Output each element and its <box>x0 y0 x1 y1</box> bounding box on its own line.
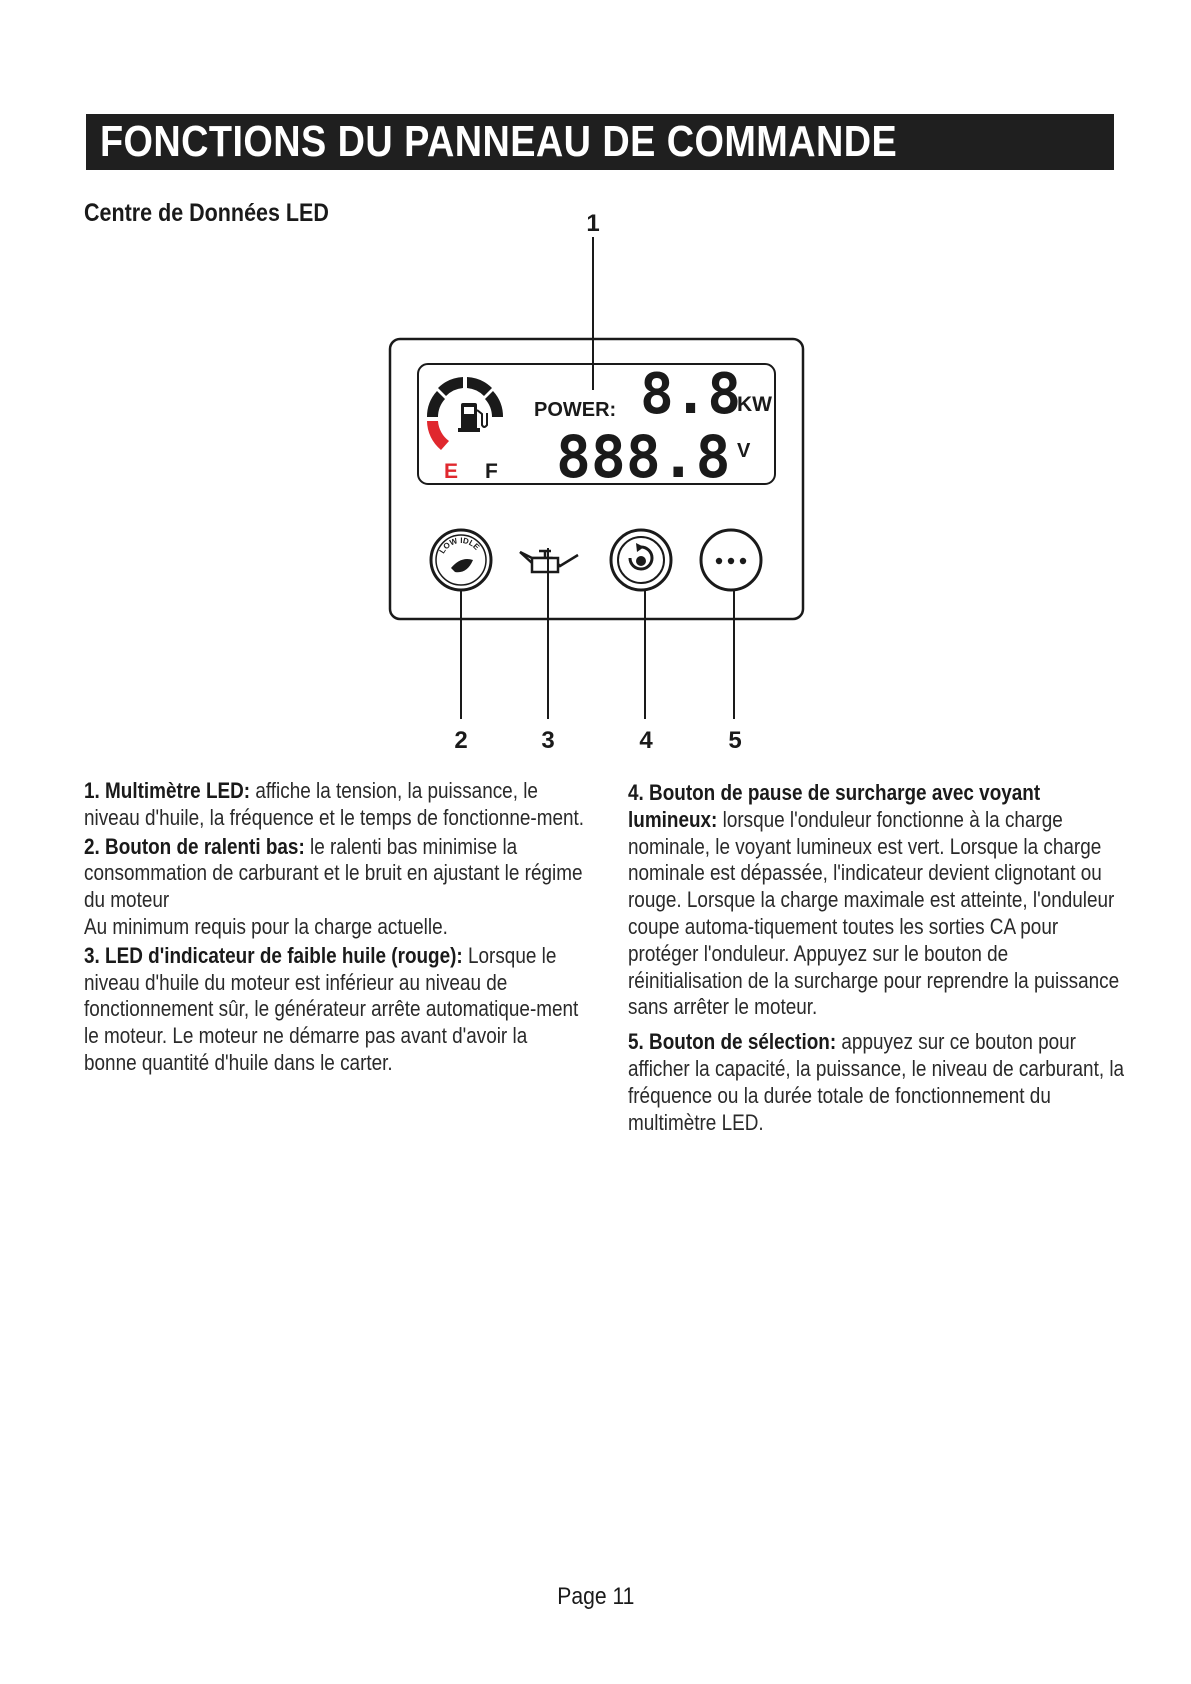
control-panel-diagram <box>0 0 1191 780</box>
power-label: POWER: <box>534 399 617 421</box>
callout-1: 1 <box>586 210 600 237</box>
power-unit: KW <box>737 393 772 416</box>
overload-reset-button[interactable] <box>611 530 671 590</box>
voltage-unit: V <box>737 440 751 462</box>
callout-4: 4 <box>639 727 653 754</box>
page-title: FONCTIONS DU PANNEAU DE COMMANDE <box>100 117 898 166</box>
low-idle-button[interactable] <box>431 530 491 590</box>
power-value: 8.8 <box>640 362 742 427</box>
section-title: Centre de Données LED <box>84 199 329 227</box>
voltage-value: 888.8 <box>556 423 731 491</box>
description-item: 2. Bouton de ralenti bas: le ralenti bas minimise la consommation de carburant et le bruit en ajustant le régime du moteur Au minimum requis pour la charge actuelle. <box>84 833 583 939</box>
callout-5: 5 <box>728 727 742 754</box>
gauge-empty-label: E <box>444 460 459 483</box>
description-item: 3. LED d'indicateur de faible huile (rouge): Lorsque le niveau d'huile du moteur est inférieur au niveau de fonctionnement sûr, le générateur arrête automatique-ment le moteur. Le moteur ne démarre pas avant d'avoir la bonne quantité d'huile dans le carter. <box>84 942 579 1075</box>
gauge-full-label: F <box>485 460 498 483</box>
description-item: 4. Bouton de pause de surcharge avec voyant lumineux: lorsque l'onduleur fonctionne à la charge nominale, le voyant lumineux est vert. Lorsque la charge nominale est dépassée, l'indicateur devient clignotant ou rouge. Lorsque la charge maximale est atteinte, l'onduleur coupe automa-tiquement toutes les sorties CA pour protéger l'onduleur. Appuyez sur le bouton de réinitialisation de la surcharge pour reprendre la puissance sans arrêter le moteur. <box>628 780 1120 1020</box>
description-item: 1. Multimètre LED: affiche la tension, la puissance, le niveau d'huile, la fréquence et le temps de fonctionne-ment. <box>84 778 585 830</box>
description-item: 5. Bouton de sélection: appuyez sur ce bouton pour afficher la capacité, la puissance, le niveau de carburant, la fréquence ou la durée totale de fonctionnement du multimètre LED. <box>628 1029 1125 1135</box>
callout-3: 3 <box>541 727 555 754</box>
low-idle-label: LOW IDLE <box>437 535 482 556</box>
page-number: Page 11 <box>556 1583 635 1610</box>
callout-2: 2 <box>454 727 468 754</box>
description-column-left <box>84 778 585 1079</box>
dots-icon <box>716 558 722 564</box>
select-button[interactable] <box>701 530 761 590</box>
description-column-right <box>628 780 1127 1138</box>
